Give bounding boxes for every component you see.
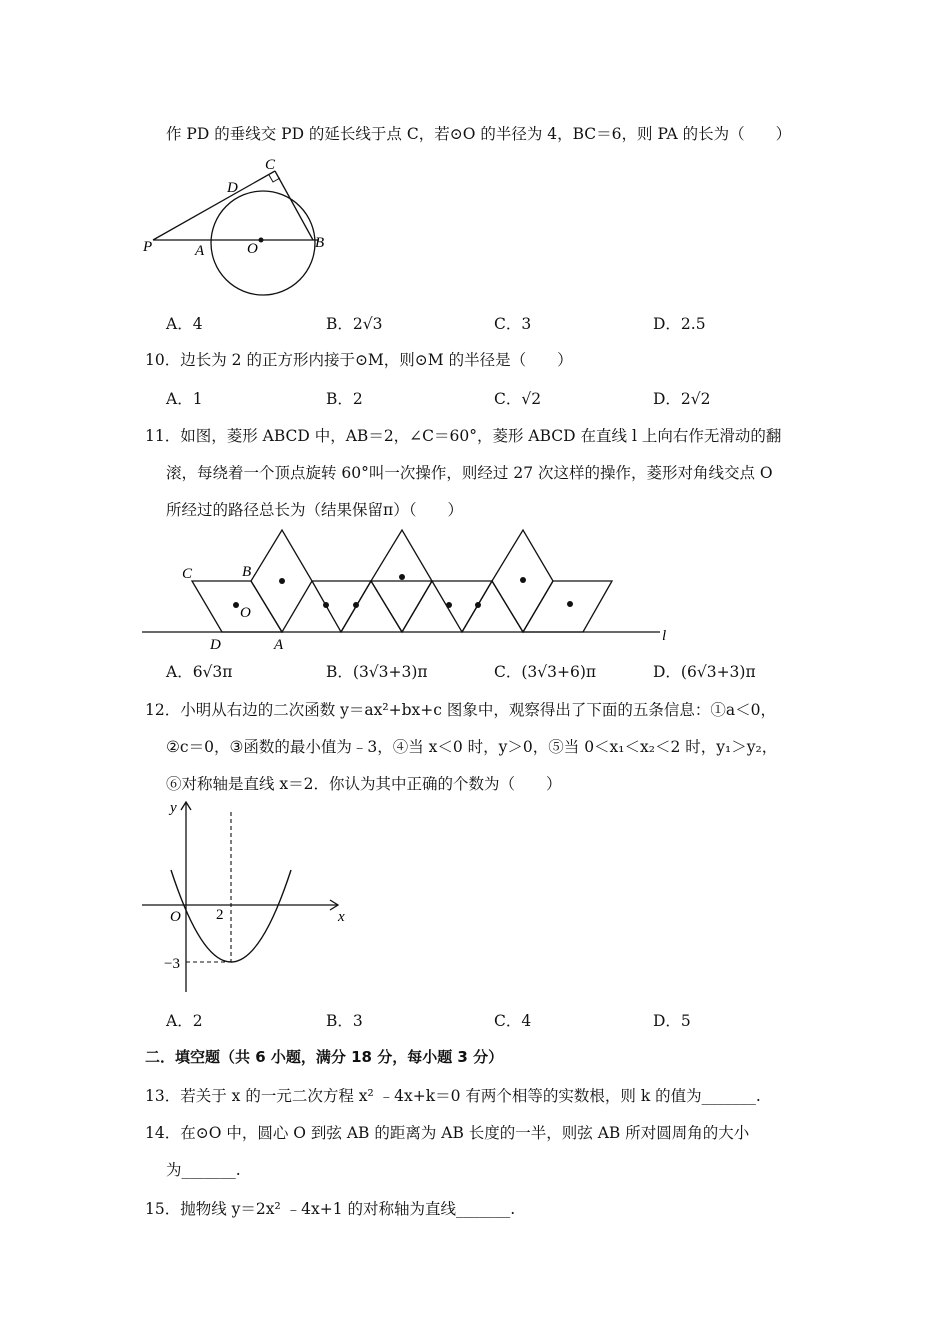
- q11-line2: 滚，每绕着一个顶点旋转 60°叫一次操作，则经过 27 次这样的操作，菱形对角线交点 O: [166, 464, 773, 482]
- q13-text: 13．若关于 x 的一元二次方程 x² ﹣4x+k＝0 有两个相等的实数根，则 k 的值为_______.: [145, 1087, 761, 1105]
- q14-line2: 为_______.: [166, 1161, 241, 1179]
- label-2: 2: [216, 907, 224, 923]
- label-A: A: [195, 243, 205, 259]
- q10-option-b[interactable]: B．2: [326, 390, 363, 408]
- q12-option-b[interactable]: B．3: [326, 1012, 363, 1030]
- q12-line1: 12．小明从右边的二次函数 y＝ax²+bx+c 图象中，观察得出了下面的五条信息：①a＜0，: [145, 701, 776, 719]
- q12-option-a[interactable]: A．2: [166, 1012, 203, 1030]
- label-B: B: [315, 235, 325, 251]
- q11-option-d[interactable]: D．(6√3+3)π: [653, 663, 756, 681]
- q10-option-d[interactable]: D．2√2: [653, 390, 711, 408]
- label-B: B: [242, 564, 252, 580]
- label-A: A: [274, 637, 284, 653]
- label-O: O: [170, 909, 181, 925]
- q9-circle-figure: [135, 155, 335, 295]
- label-O: O: [240, 605, 251, 621]
- q10-text: 10．边长为 2 的正方形内接于⊙M，则⊙M 的半径是（ ）: [145, 351, 573, 369]
- q12-line2: ②c＝0，③函数的最小值为﹣3，④当 x＜0 时，y＞0，⑤当 0＜x₁＜x₂＜2 时，y₁＞y₂，: [166, 738, 778, 756]
- q11-line1: 11．如图，菱形 ABCD 中，AB＝2，∠C＝60°，菱形 ABCD 在直线 l 上向右作无滑动的翻: [145, 427, 782, 445]
- q9-option-a[interactable]: A．4: [166, 315, 203, 333]
- q11-option-b[interactable]: B．(3√3+3)π: [326, 663, 428, 681]
- q15-text: 15．抛物线 y＝2x² ﹣4x+1 的对称轴为直线_______.: [145, 1200, 516, 1218]
- q9-option-b[interactable]: B．2√3: [326, 315, 383, 333]
- label-minus3: −3: [164, 956, 180, 972]
- q12-parabola-figure: [140, 800, 360, 1000]
- q12-line3: ⑥对称轴是直线 x＝2．你认为其中正确的个数为（ ）: [166, 775, 562, 793]
- q11-line3: 所经过的路径总长为（结果保留π）（ ）: [166, 501, 463, 519]
- label-C: C: [182, 566, 193, 582]
- label-C: C: [265, 157, 276, 173]
- label-l: l: [662, 628, 667, 644]
- q11-option-a[interactable]: A．6√3π: [166, 663, 233, 681]
- q10-option-a[interactable]: A．1: [166, 390, 203, 408]
- q10-option-c[interactable]: C．√2: [494, 390, 542, 408]
- label-P: P: [143, 239, 153, 255]
- q9-text: 作 PD 的垂线交 PD 的延长线于点 C，若⊙O 的半径为 4，BC＝6，则 PA 的长为（ ）: [166, 125, 792, 143]
- label-O: O: [247, 241, 258, 257]
- q11-option-c[interactable]: C．(3√3+6)π: [494, 663, 597, 681]
- q11-rhombus-figure: [140, 525, 680, 655]
- section-heading: 二．填空题（共 6 小题，满分 18 分，每小题 3 分）: [145, 1048, 504, 1066]
- q9-option-d[interactable]: D．2.5: [653, 315, 706, 333]
- label-D: D: [210, 637, 221, 653]
- label-x: x: [338, 909, 345, 925]
- label-D: D: [227, 180, 238, 196]
- q14-line1: 14．在⊙O 中，圆心 O 到弦 AB 的距离为 AB 长度的一半，则弦 AB 所对圆周角的大小: [145, 1124, 750, 1142]
- label-y: y: [170, 800, 177, 816]
- q9-option-c[interactable]: C．3: [494, 315, 532, 333]
- q12-option-c[interactable]: C．4: [494, 1012, 532, 1030]
- q12-option-d[interactable]: D．5: [653, 1012, 691, 1030]
